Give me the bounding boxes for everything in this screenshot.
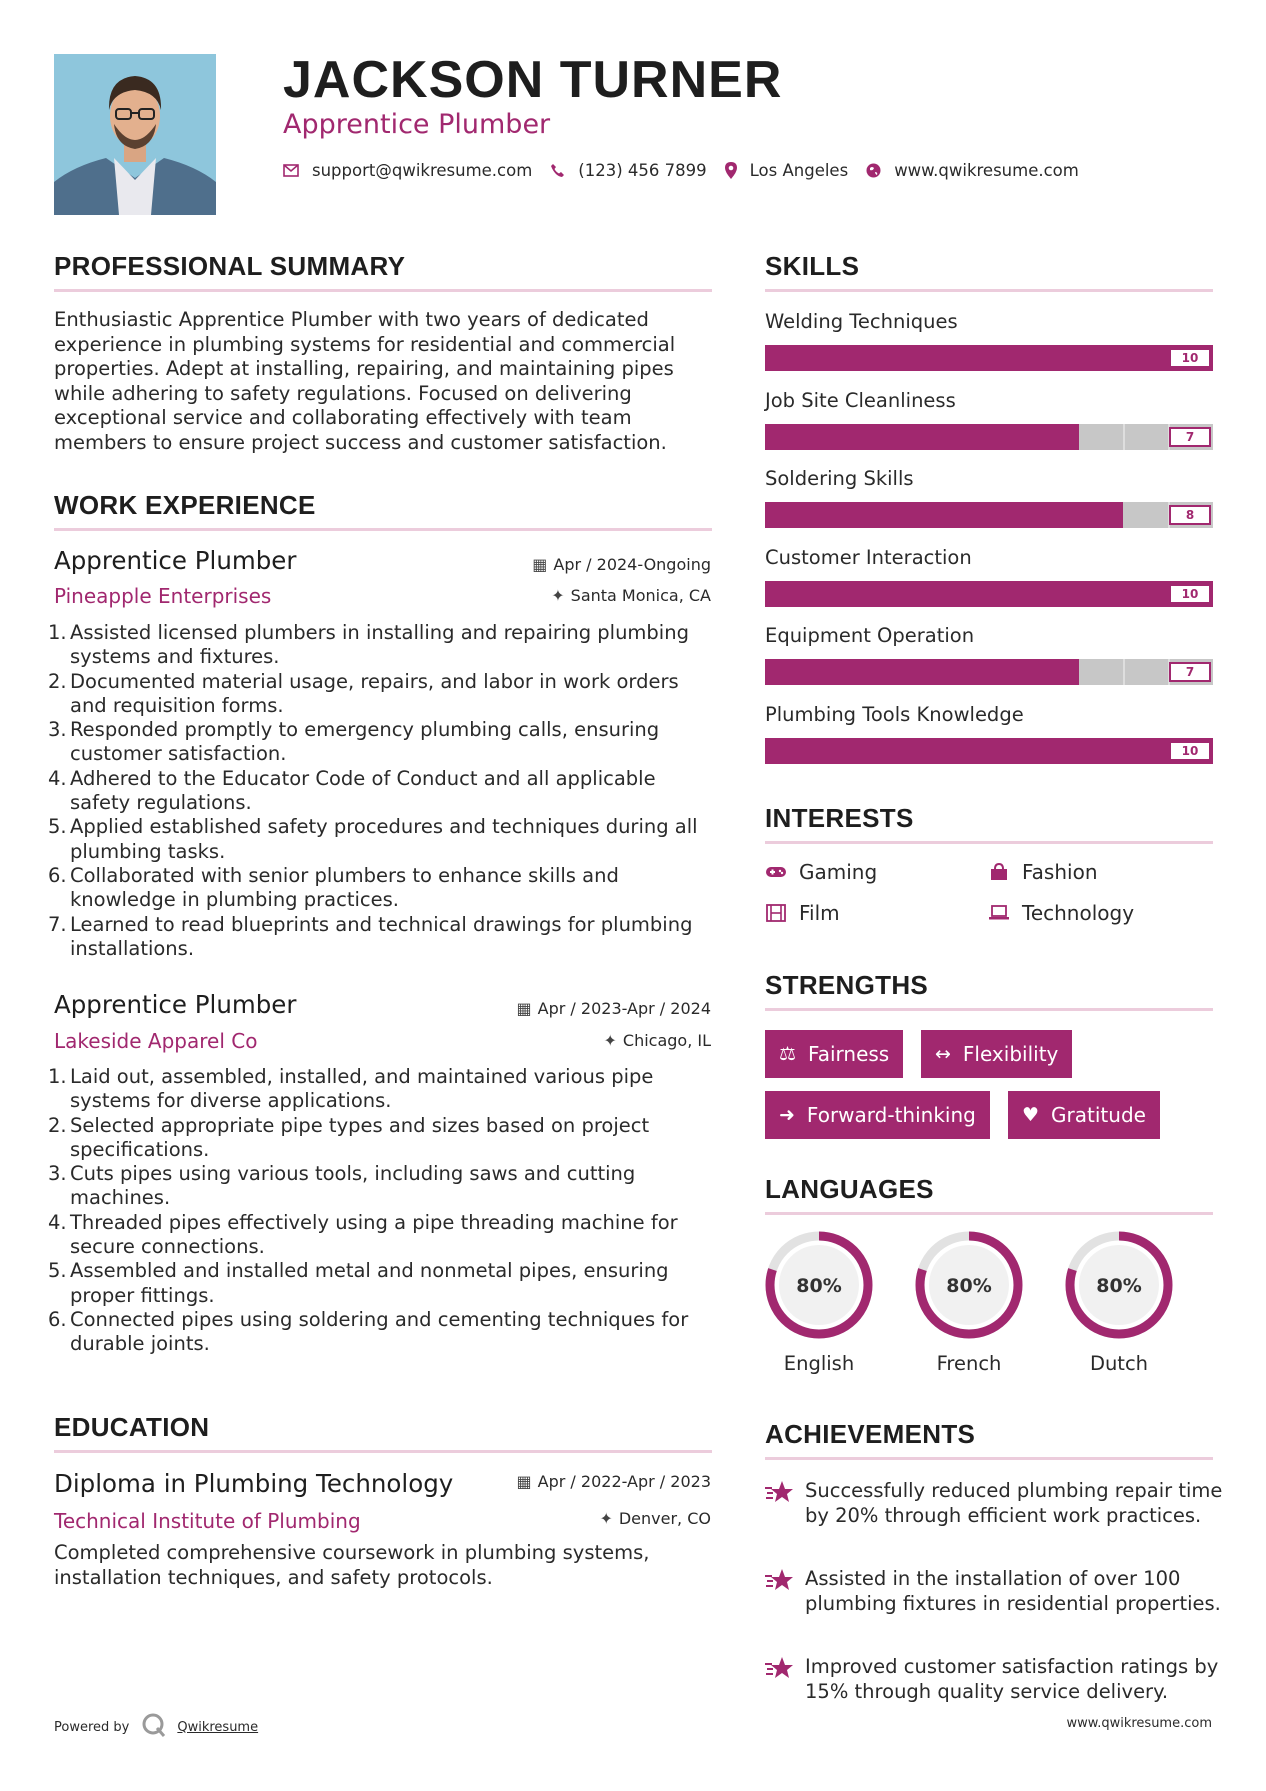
strengths-heading: STRENGTHS bbox=[765, 970, 929, 1000]
footer-branding bbox=[54, 1712, 258, 1742]
skill-name: Soldering Skills bbox=[765, 467, 914, 490]
star-icon bbox=[765, 1480, 805, 1528]
skill-level-fill bbox=[765, 659, 1079, 685]
education-description: Completed comprehensive coursework in plumbing systems, installation techniques, and safety protocols. bbox=[54, 1541, 650, 1589]
skill-level-badge: 7 bbox=[1169, 662, 1211, 682]
list-item: 3. Cuts pipes using various tools, including saws and cutting machines. bbox=[48, 1162, 636, 1210]
pin-icon: ✦ bbox=[599, 1509, 613, 1528]
skill-level-fill bbox=[765, 502, 1123, 528]
candidate-name: JACKSON TURNER bbox=[283, 51, 783, 109]
interests-divider bbox=[765, 841, 1213, 844]
skills-heading: SKILLS bbox=[765, 251, 860, 281]
list-item: 6. Collaborated with senior plumbers to enhance skills and knowledge in plumbing practices. bbox=[48, 863, 619, 912]
job-company: Pineapple Enterprises bbox=[54, 584, 272, 608]
phone-icon bbox=[550, 163, 565, 178]
language-name: Dutch bbox=[1089, 1352, 1149, 1375]
strength-chip: ↔ Flexibility bbox=[921, 1030, 1072, 1078]
contact-phone[interactable]: (123) 456 7899 bbox=[578, 161, 707, 180]
job-location: ✦ Santa Monica, CA bbox=[551, 586, 711, 605]
skill-name: Equipment Operation bbox=[765, 624, 975, 647]
candidate-role: Apprentice Plumber bbox=[283, 109, 551, 140]
map-marker-icon bbox=[725, 162, 737, 179]
skills-divider bbox=[765, 289, 1213, 292]
language-name: French bbox=[936, 1352, 1002, 1375]
skill-level-fill bbox=[765, 581, 1213, 607]
language-percent: 80% bbox=[1096, 1275, 1142, 1297]
interest-item: Fashion bbox=[988, 860, 1098, 884]
skill-level-fill bbox=[765, 424, 1079, 450]
star-icon bbox=[765, 1656, 805, 1704]
achievement-item: Improved customer satisfaction ratings by 15% through quality service delivery. bbox=[765, 1654, 1225, 1704]
list-item: 5. Assembled and installed metal and nonmetal pipes, ensuring proper fittings. bbox=[48, 1259, 669, 1307]
summary-text: Enthusiastic Apprentice Plumber with two years of dedicated experience in plumbing systems for residential and commercial properties. Adept at installing, repairing, and maintaining pipes while adhering to safety regulations. Focused on delivering exceptional service and collaborating effectively with team members to ensure project success and customer satisfaction. bbox=[54, 308, 676, 454]
school-name: Technical Institute of Plumbing bbox=[54, 1509, 361, 1533]
strength-chip: ➜ Forward-thinking bbox=[765, 1091, 990, 1139]
qwikresume-logo-icon bbox=[141, 1712, 167, 1742]
skill-level-badge: 10 bbox=[1169, 348, 1211, 368]
pin-icon: ✦ bbox=[603, 1031, 617, 1050]
balance-scale-icon: ⚖ bbox=[779, 1043, 797, 1065]
language-percent: 80% bbox=[946, 1275, 992, 1297]
degree-title: Diploma in Plumbing Technology bbox=[54, 1469, 454, 1498]
skill-level-fill bbox=[765, 738, 1213, 764]
education-dates: ▦ Apr / 2022-Apr / 2023 bbox=[516, 1472, 711, 1491]
list-item: 5. Applied established safety procedures and techniques during all plumbing tasks. bbox=[48, 815, 698, 863]
job-location: ✦ Chicago, IL bbox=[603, 1031, 711, 1050]
skill-name: Plumbing Tools Knowledge bbox=[765, 702, 1024, 726]
list-item: 3. Responded promptly to emergency plumbing calls, ensuring customer satisfaction. bbox=[48, 718, 660, 766]
skill-level-fill bbox=[765, 345, 1213, 371]
skill-level-badge: 10 bbox=[1169, 584, 1211, 604]
heart-icon: ♥ bbox=[1022, 1104, 1040, 1126]
education-heading: EDUCATION bbox=[54, 1412, 210, 1442]
strength-chip: ⚖ Fairness bbox=[765, 1030, 903, 1078]
globe-icon bbox=[866, 163, 881, 178]
gamepad-icon bbox=[765, 865, 787, 879]
achievements-heading: ACHIEVEMENTS bbox=[765, 1419, 976, 1449]
summary-divider bbox=[54, 289, 712, 292]
film-icon bbox=[765, 904, 787, 922]
contact-email[interactable]: support@qwikresume.com bbox=[312, 161, 533, 180]
language-percent: 80% bbox=[796, 1275, 842, 1297]
interests-heading: INTERESTS bbox=[765, 803, 914, 833]
list-item: 4. Adhered to the Educator Code of Conduct and all applicable safety regulations. bbox=[48, 766, 656, 815]
skill-name: Job Site Cleanliness bbox=[765, 388, 956, 412]
shopping-bag-icon bbox=[988, 862, 1010, 882]
list-item: 2. Selected appropriate pipe types and sizes based on project specifications. bbox=[48, 1113, 650, 1161]
list-item: 6. Connected pipes using soldering and cementing techniques for durable joints. bbox=[48, 1307, 689, 1356]
language-progress-ring bbox=[1063, 1229, 1175, 1341]
star-icon bbox=[765, 1568, 805, 1616]
achievements-divider bbox=[765, 1457, 1213, 1460]
contact-bar bbox=[283, 161, 1097, 180]
education-location: ✦ Denver, CO bbox=[599, 1509, 711, 1528]
skill-level-bar bbox=[765, 659, 1213, 685]
skill-name: Customer Interaction bbox=[765, 545, 972, 569]
language-progress-ring bbox=[913, 1229, 1025, 1341]
footer-website[interactable]: www.qwikresume.com bbox=[1066, 1716, 1212, 1731]
interest-item: Technology bbox=[988, 901, 1134, 925]
job-dates: ▦ Apr / 2023-Apr / 2024 bbox=[516, 999, 711, 1018]
skill-level-badge: 8 bbox=[1169, 505, 1211, 525]
contact-website[interactable]: www.qwikresume.com bbox=[894, 161, 1079, 180]
interest-item: Gaming bbox=[765, 860, 877, 884]
powered-by-text: Powered by bbox=[54, 1719, 130, 1735]
skill-level-bar bbox=[765, 502, 1213, 528]
job-company: Lakeside Apparel Co bbox=[54, 1029, 258, 1053]
job-title: Apprentice Plumber bbox=[54, 546, 297, 575]
experience-heading: WORK EXPERIENCE bbox=[54, 490, 316, 520]
skill-level-badge: 10 bbox=[1169, 741, 1211, 761]
language-name: English bbox=[783, 1352, 855, 1375]
calendar-icon: ▦ bbox=[516, 1472, 532, 1491]
pin-icon: ✦ bbox=[551, 586, 565, 605]
qwikresume-link[interactable]: Qwikresume bbox=[177, 1719, 259, 1735]
skill-level-bar bbox=[765, 424, 1213, 450]
skill-name: Welding Techniques bbox=[765, 310, 958, 333]
list-item: 7. Learned to read blueprints and technical drawings for plumbing installations. bbox=[48, 912, 693, 960]
list-item: 1. Assisted licensed plumbers in installing and repairing plumbing systems and fixtures. bbox=[48, 621, 689, 669]
profile-photo bbox=[54, 54, 216, 215]
list-item: 1. Laid out, assembled, installed, and maintained various pipe systems for diverse applications. bbox=[48, 1065, 654, 1113]
skill-level-bar bbox=[765, 345, 1213, 371]
achievement-item: Successfully reduced plumbing repair time by 20% through efficient work practices. bbox=[765, 1478, 1225, 1528]
interest-item: Film bbox=[765, 901, 840, 925]
skill-bar-divider bbox=[1123, 424, 1125, 450]
contact-location: Los Angeles bbox=[749, 161, 849, 180]
skill-level-bar bbox=[765, 581, 1213, 607]
calendar-icon: ▦ bbox=[516, 999, 532, 1018]
arrow-right-icon: ➜ bbox=[779, 1104, 795, 1126]
job-duties-list bbox=[48, 621, 714, 961]
job-dates: ▦ Apr / 2024-Ongoing bbox=[532, 555, 711, 574]
language-progress-ring bbox=[763, 1229, 875, 1341]
skill-bar-divider bbox=[1123, 659, 1125, 685]
achievement-item: Assisted in the installation of over 100 plumbing fixtures in residential properties. bbox=[765, 1566, 1225, 1616]
calendar-icon: ▦ bbox=[532, 555, 548, 574]
envelope-icon bbox=[283, 164, 299, 177]
languages-divider bbox=[765, 1212, 1213, 1215]
skill-level-badge: 7 bbox=[1169, 427, 1211, 447]
laptop-icon bbox=[988, 905, 1010, 921]
arrows-horizontal-icon: ↔ bbox=[935, 1043, 951, 1065]
education-divider bbox=[54, 1450, 712, 1453]
languages-heading: LANGUAGES bbox=[765, 1174, 934, 1204]
strengths-divider bbox=[765, 1008, 1213, 1011]
job-duties-list bbox=[48, 1065, 714, 1357]
list-item: 4. Threaded pipes effectively using a pipe threading machine for secure connections. bbox=[48, 1210, 678, 1259]
summary-heading: PROFESSIONAL SUMMARY bbox=[54, 251, 406, 281]
strength-chip: ♥ Gratitude bbox=[1008, 1091, 1160, 1139]
skill-level-bar bbox=[765, 738, 1213, 764]
job-title: Apprentice Plumber bbox=[54, 990, 297, 1019]
list-item: 2. Documented material usage, repairs, and labor in work orders and requisition forms. bbox=[48, 669, 679, 717]
experience-divider bbox=[54, 528, 712, 531]
